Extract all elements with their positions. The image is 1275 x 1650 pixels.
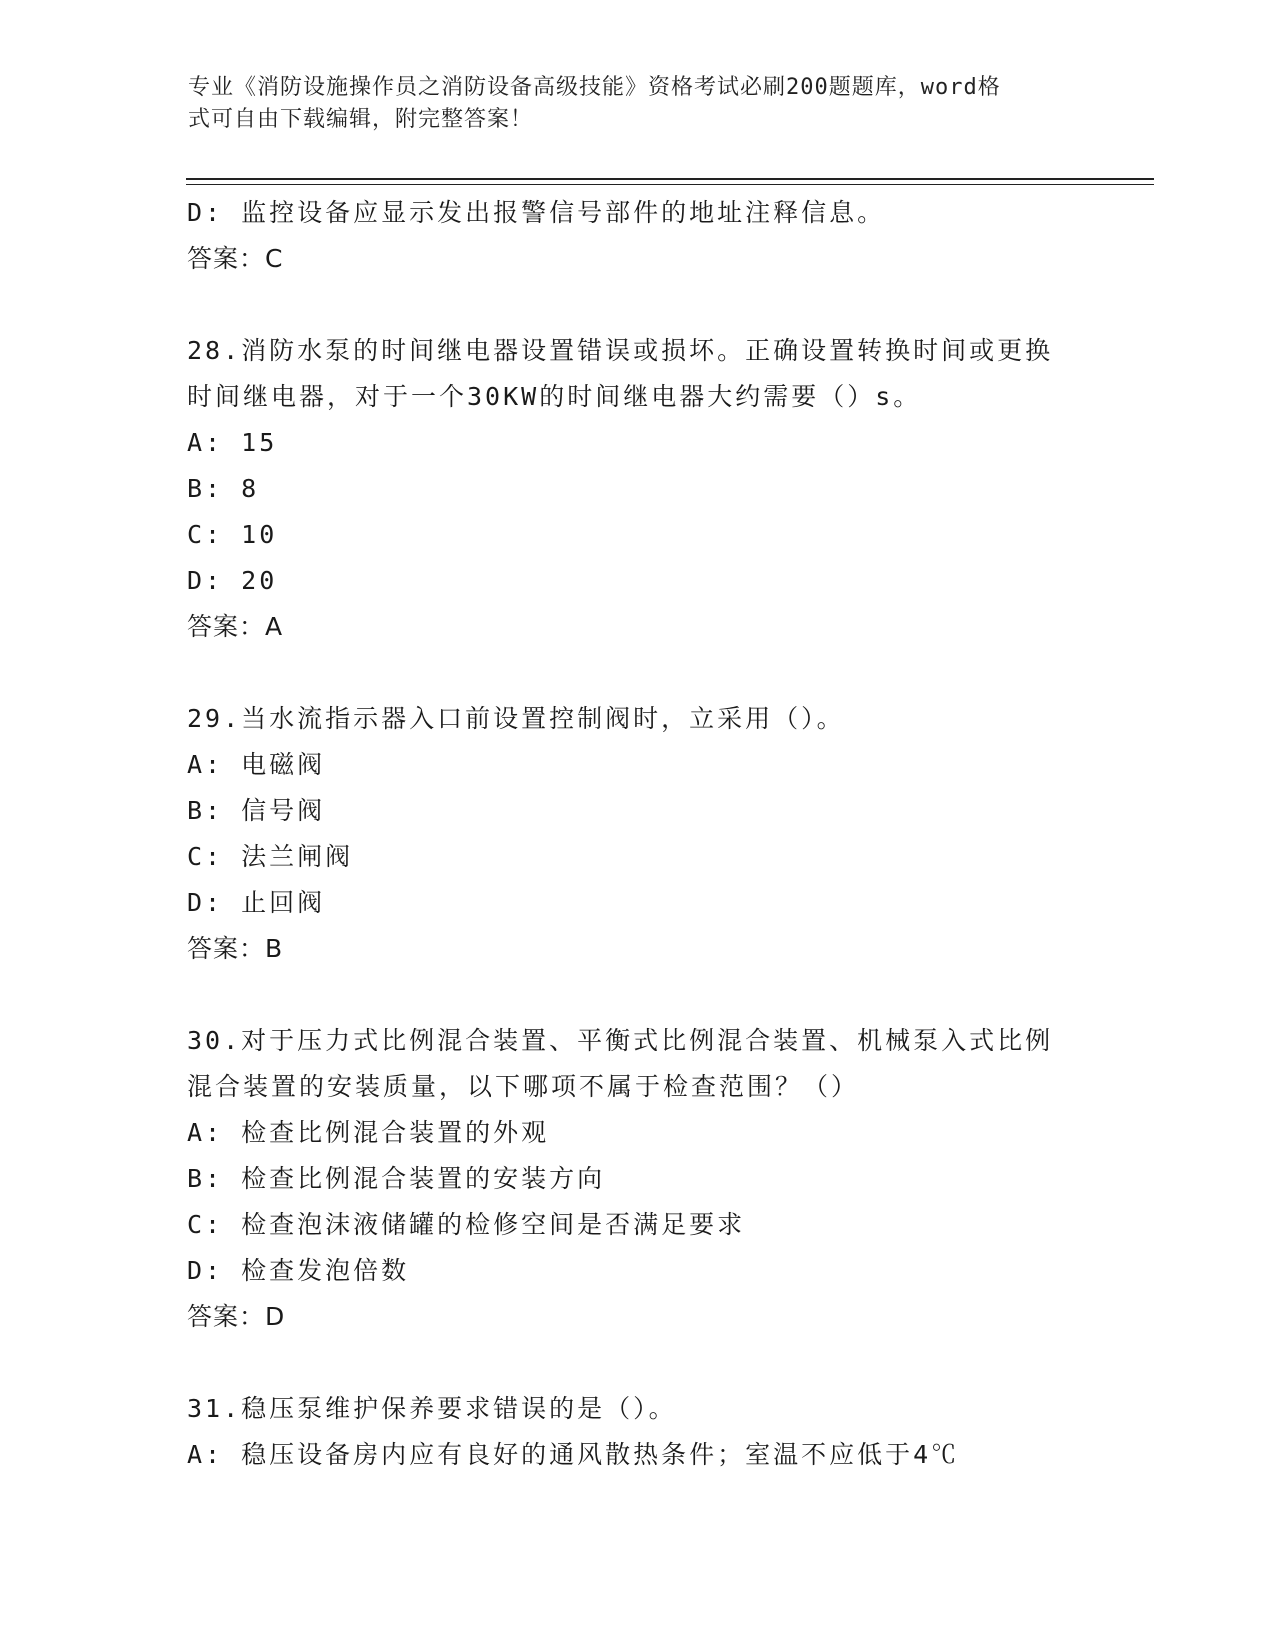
option-c: C: 10	[187, 520, 278, 549]
option-d: D: 20	[187, 566, 278, 595]
question-text-cont: 混合装置的安装质量，以下哪项不属于检查范围？（）	[187, 1072, 860, 1101]
document-header	[188, 72, 1068, 136]
header-rule-thick	[186, 178, 1154, 180]
option-b: B: 8	[187, 474, 260, 503]
answer: 答案：B	[187, 934, 284, 963]
option-d: D: 检查发泡倍数	[187, 1256, 410, 1285]
option-a: A: 15	[187, 428, 278, 457]
question-list	[187, 190, 1087, 1478]
question-text-cont: 时间继电器，对于一个30KW的时间继电器大约需要（）s。	[187, 382, 922, 411]
question-text: 30.对于压力式比例混合装置、平衡式比例混合装置、机械泵入式比例	[187, 1026, 1054, 1055]
option-b: B: 信号阀	[187, 796, 326, 825]
header-line-2: 式可自由下载编辑，附完整答案！	[188, 107, 534, 132]
question-30	[187, 1018, 1087, 1340]
option-a: A: 稳压设备房内应有良好的通风散热条件；室温不应低于4℃	[187, 1440, 960, 1469]
header-line-1: 专业《消防设施操作员之消防设备高级技能》资格考试必刷200题题库，word格	[188, 75, 1001, 100]
question-text: 31.稳压泵维护保养要求错误的是（）。	[187, 1394, 677, 1423]
option-a: A: 检查比例混合装置的外观	[187, 1118, 550, 1147]
option-d: D: 监控设备应显示发出报警信号部件的地址注释信息。	[187, 198, 886, 227]
option-d: D: 止回阀	[187, 888, 326, 917]
question-27-tail	[187, 190, 1087, 282]
option-c: C: 检查泡沫液储罐的检修空间是否满足要求	[187, 1210, 746, 1239]
option-c: C: 法兰闸阀	[187, 842, 354, 871]
question-28	[187, 328, 1087, 650]
option-b: B: 检查比例混合装置的安装方向	[187, 1164, 606, 1193]
question-31	[187, 1386, 1087, 1478]
answer: 答案：D	[187, 1302, 286, 1331]
answer: 答案：A	[187, 612, 284, 641]
question-29	[187, 696, 1087, 972]
question-text: 28.消防水泵的时间继电器设置错误或损坏。正确设置转换时间或更换	[187, 336, 1054, 365]
question-text: 29.当水流指示器入口前设置控制阀时，立采用（）。	[187, 704, 845, 733]
option-a: A: 电磁阀	[187, 750, 326, 779]
header-rule-thin	[186, 184, 1154, 185]
answer: 答案：C	[187, 244, 284, 273]
